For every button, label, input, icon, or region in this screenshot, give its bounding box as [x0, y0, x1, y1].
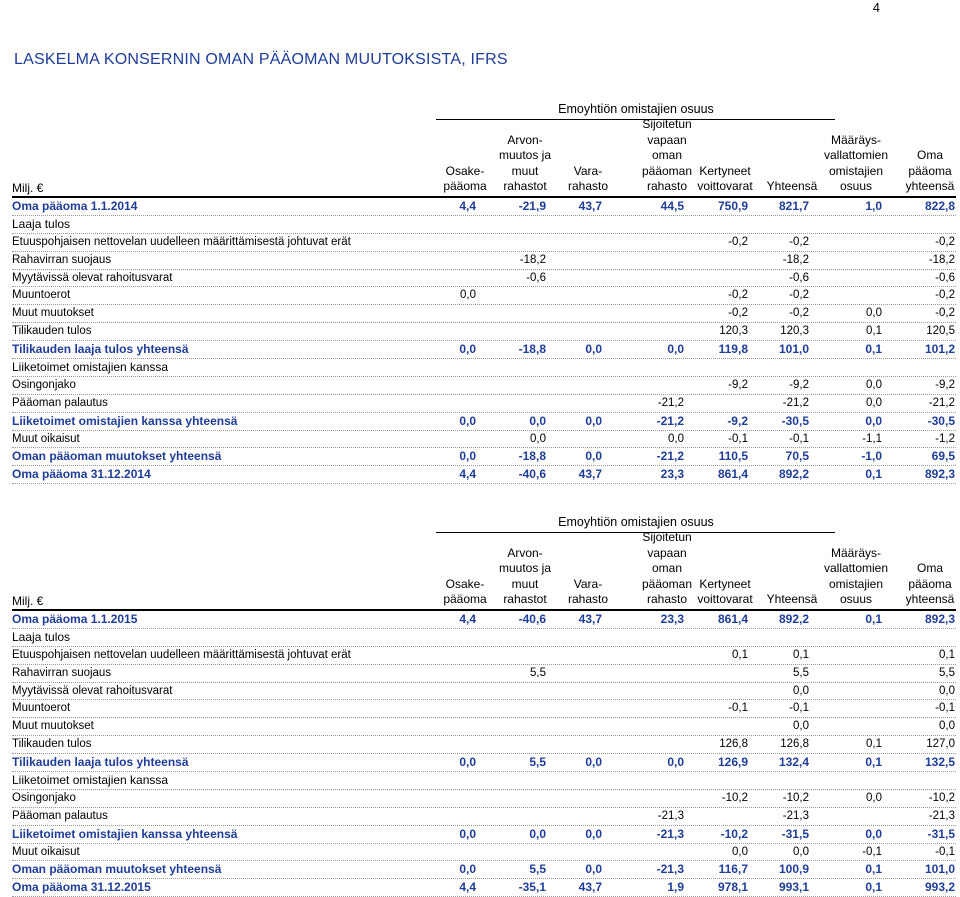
cell-value: -0,6 [935, 271, 955, 284]
column-header-line: Sijoitetun [642, 530, 692, 545]
cell-value: -9,2 [728, 378, 748, 391]
cell-value: -21,9 [518, 199, 546, 213]
column-header-line: Määräys- [830, 132, 881, 147]
cell-value: 0,0 [459, 342, 476, 357]
cell-value: 0,0 [529, 826, 546, 841]
unit-label: Milj. € [12, 181, 44, 195]
cell-value: 978,1 [717, 880, 748, 895]
cell-value: 0,0 [865, 413, 882, 428]
cell-value: 43,7 [578, 467, 602, 482]
table-row [12, 270, 956, 288]
table-row [12, 395, 956, 413]
table-row [12, 683, 956, 701]
column-header-line: rahasto [567, 592, 609, 607]
table-row [12, 252, 956, 270]
cell-value: -0,2 [789, 235, 809, 248]
cell-value: 127,0 [926, 738, 955, 751]
row-label: Oma pääoma 31.12.2015 [12, 880, 151, 895]
cell-value: 5,5 [529, 862, 546, 877]
cell-value: 0,0 [939, 684, 955, 697]
column-header-line: Yhteensä [766, 592, 818, 607]
cell-value: 0,1 [865, 755, 882, 770]
section-row [12, 216, 956, 234]
column-header-line: Vara- [573, 576, 603, 591]
cell-value: 120,5 [926, 325, 955, 338]
table-row [12, 305, 956, 323]
cell-value: -30,5 [927, 413, 955, 428]
table-row [12, 287, 956, 305]
column-header-line: Yhteensä [766, 179, 818, 194]
table-row [12, 665, 956, 683]
cell-value: -21,3 [782, 809, 809, 822]
cell-value: 5,5 [793, 666, 809, 679]
cell-value: -21,2 [928, 396, 955, 409]
column-header-line: muut [511, 163, 539, 178]
table-row [12, 844, 956, 862]
total-row [12, 198, 956, 216]
cell-value: -21,2 [782, 396, 809, 409]
cell-value: -40,6 [518, 612, 546, 626]
cell-value: -18,2 [782, 253, 809, 266]
cell-value: -9,2 [935, 378, 955, 391]
total-row [12, 413, 956, 431]
cell-value: -21,3 [657, 809, 684, 822]
cell-value: 861,4 [717, 467, 748, 482]
cell-value: 892,3 [924, 612, 955, 626]
cell-value: 0,0 [667, 755, 684, 770]
cell-value: -9,2 [727, 413, 748, 428]
column-header-line: Kertyneet [699, 163, 751, 178]
cell-value: 0,0 [865, 826, 882, 841]
cell-value: -21,3 [656, 862, 684, 877]
column-header-line: Osake- [445, 576, 485, 591]
cell-value: -10,2 [721, 791, 748, 804]
total-row [12, 826, 956, 844]
cell-value: -21,2 [657, 396, 684, 409]
table-header [12, 102, 956, 196]
row-label: Etuuspohjaisen nettovelan uudelleen määrittämisestä johtuvat erät [12, 235, 351, 248]
cell-value: 0,0 [585, 826, 602, 841]
document-title: LASKELMA KONSERNIN OMAN PÄÄOMAN MUUTOKSISTA, IFRS [14, 51, 508, 68]
cell-value: -0,1 [728, 702, 748, 715]
total-row [12, 341, 956, 359]
cell-value: 101,0 [924, 862, 955, 877]
column-header-line: Sijoitetun [642, 117, 692, 132]
cell-value: -0,2 [728, 307, 748, 320]
cell-value: 0,0 [459, 826, 476, 841]
cell-value: 0,0 [585, 342, 602, 357]
column-header-line: rahastot [503, 592, 547, 607]
table-row [12, 323, 956, 341]
cell-value: 132,4 [778, 755, 809, 770]
cell-value: 0,0 [585, 755, 602, 770]
cell-value: -0,2 [935, 289, 955, 302]
column-header-line: pääoma [908, 576, 952, 591]
cell-value: 0,1 [866, 738, 882, 751]
cell-value: -0,2 [935, 235, 955, 248]
row-label: Pääoman palautus [12, 809, 108, 822]
column-header-line: oman [651, 148, 683, 163]
column-header-line: voittovarat [697, 179, 753, 194]
row-label: Oman pääoman muutokset yhteensä [12, 449, 222, 464]
cell-value: -21,2 [656, 413, 684, 428]
cell-value: 0,0 [866, 378, 882, 391]
cell-value: -18,8 [518, 449, 546, 464]
cell-value: -0,2 [728, 235, 748, 248]
cell-value: -21,3 [656, 826, 684, 841]
cell-value: 892,3 [924, 467, 955, 482]
cell-value: -18,2 [928, 253, 955, 266]
cell-value: -35,1 [518, 880, 546, 895]
column-header-line: Kertyneet [699, 576, 751, 591]
row-label: Tilikauden laaja tulos yhteensä [12, 755, 189, 770]
row-label: Tilikauden tulos [12, 325, 92, 338]
group-header: Emoyhtiön omistajien osuus [558, 515, 714, 529]
column-header-line: voittovarat [697, 592, 753, 607]
cell-value: 0,0 [732, 845, 748, 858]
cell-value: -1,2 [935, 432, 955, 445]
column-header-line: rahastot [503, 179, 547, 194]
row-label: Liiketoimet omistajien kanssa yhteensä [12, 413, 238, 428]
cell-value: 120,3 [719, 325, 748, 338]
cell-value: 101,2 [924, 342, 955, 357]
cell-value: -0,6 [789, 271, 809, 284]
column-header-line: vallattomien [823, 561, 889, 576]
row-label: Osingonjako [12, 791, 76, 804]
table-row [12, 431, 956, 449]
cell-value: 0,0 [939, 720, 955, 733]
cell-value: 822,8 [924, 199, 955, 213]
row-label: Oman pääoman muutokset yhteensä [12, 862, 222, 877]
cell-value: -10,2 [720, 826, 748, 841]
cell-value: -9,2 [789, 378, 809, 391]
table-row [12, 377, 956, 395]
row-label: Laaja tulos [12, 216, 71, 231]
cell-value: 0,0 [529, 413, 546, 428]
column-header-line: oman [651, 561, 683, 576]
column-header-line: omistajien [828, 163, 884, 178]
total-row [12, 754, 956, 772]
cell-value: 0,1 [732, 648, 748, 661]
cell-value: -0,6 [526, 271, 546, 284]
column-header-line: pääoman [641, 163, 693, 178]
column-header-line: Oma [916, 561, 943, 576]
cell-value: -18,8 [518, 342, 546, 357]
column-header-line: yhteensä [905, 592, 955, 607]
column-header-line: Määräys- [830, 545, 881, 560]
cell-value: 0,1 [865, 612, 882, 626]
column-header [870, 561, 960, 608]
cell-value: 110,5 [718, 449, 748, 464]
cell-value: 4,4 [459, 880, 476, 895]
column-header-line: muut [511, 576, 539, 591]
cell-value: 0,0 [585, 413, 602, 428]
column-header-line: rahasto [646, 179, 688, 194]
cell-value: -40,6 [518, 467, 546, 482]
column-header-line: osuus [839, 179, 873, 194]
cell-value: 132,5 [924, 755, 955, 770]
cell-value: 993,1 [778, 880, 809, 895]
cell-value: 0,1 [865, 880, 882, 895]
cell-value: 993,2 [924, 880, 955, 895]
column-header-line: osuus [839, 592, 873, 607]
cell-value: 126,8 [719, 738, 748, 751]
cell-value: 0,0 [866, 307, 882, 320]
row-label: Rahavirran suojaus [12, 253, 112, 266]
page-number: 4 [872, 0, 880, 15]
cell-value: 1,0 [865, 199, 882, 213]
cell-value: 4,4 [459, 199, 476, 213]
row-label: Muut muutokset [12, 307, 94, 320]
cell-value: 0,0 [530, 432, 546, 445]
row-label: Muut muutokset [12, 720, 94, 733]
cell-value: 0,0 [585, 862, 602, 877]
cell-value: 100,9 [778, 862, 809, 877]
cell-value: 0,0 [866, 791, 882, 804]
cell-value: 5,5 [939, 666, 955, 679]
equity-table-2014 [12, 102, 956, 484]
row-label: Liiketoimet omistajien kanssa [12, 360, 169, 375]
total-row [12, 466, 956, 484]
cell-value: 43,7 [578, 880, 602, 895]
row-label: Liiketoimet omistajien kanssa [12, 773, 169, 788]
cell-value: 70,5 [785, 449, 809, 464]
total-row [12, 448, 956, 466]
cell-value: 116,7 [718, 862, 748, 877]
cell-value: -0,1 [935, 702, 955, 715]
cell-value: 0,0 [459, 449, 476, 464]
section-row [12, 772, 956, 790]
cell-value: 0,1 [865, 467, 882, 482]
table-header [12, 515, 956, 609]
cell-value: -0,2 [728, 289, 748, 302]
cell-value: 0,1 [865, 342, 882, 357]
total-row [12, 611, 956, 629]
equity-table-2015 [12, 515, 956, 897]
cell-value: -31,5 [781, 826, 809, 841]
cell-value: 861,4 [717, 612, 748, 626]
cell-value: 0,1 [793, 648, 809, 661]
column-header-line: Vara- [573, 163, 603, 178]
cell-value: 0,0 [793, 684, 809, 697]
cell-value: 43,7 [578, 612, 602, 626]
cell-value: 69,5 [931, 449, 955, 464]
row-label: Rahavirran suojaus [12, 666, 112, 679]
cell-value: -21,3 [928, 809, 955, 822]
cell-value: -0,2 [789, 289, 809, 302]
cell-value: 0,1 [865, 862, 882, 877]
row-label: Myytävissä olevat rahoitusvarat [12, 684, 173, 697]
row-label: Muut oikaisut [12, 432, 80, 445]
row-label: Laaja tulos [12, 629, 71, 644]
cell-value: 0,0 [668, 432, 684, 445]
cell-value: -10,2 [928, 791, 955, 804]
row-label: Muut oikaisut [12, 845, 80, 858]
row-label: Osingonjako [12, 378, 76, 391]
column-header [870, 148, 960, 195]
column-header-line: Arvon- [507, 545, 543, 560]
cell-value: -0,1 [935, 845, 955, 858]
cell-value: -1,0 [861, 449, 882, 464]
cell-value: 0,0 [585, 449, 602, 464]
cell-value: 119,8 [718, 342, 748, 357]
cell-value: -0,1 [789, 432, 809, 445]
cell-value: 821,7 [778, 199, 809, 213]
cell-value: 4,4 [459, 612, 476, 626]
cell-value: 120,3 [780, 325, 809, 338]
table-row [12, 700, 956, 718]
cell-value: 750,9 [717, 199, 748, 213]
column-header-line: pääoma [908, 163, 952, 178]
row-label: Muuntoerot [12, 702, 71, 715]
cell-value: -31,5 [927, 826, 955, 841]
cell-value: 0,0 [459, 413, 476, 428]
cell-value: 0,0 [667, 342, 684, 357]
group-header: Emoyhtiön omistajien osuus [558, 102, 714, 116]
cell-value: -18,2 [519, 253, 546, 266]
column-header-line: vapaan [647, 132, 687, 147]
cell-value: 0,0 [459, 755, 476, 770]
cell-value: 0,0 [460, 289, 476, 302]
cell-value: 5,5 [530, 666, 546, 679]
column-header-line: Arvon- [507, 132, 543, 147]
table-row [12, 234, 956, 252]
unit-label: Milj. € [12, 594, 44, 608]
column-header-line: muutos ja [498, 148, 552, 163]
cell-value: 23,3 [660, 467, 684, 482]
table-row [12, 718, 956, 736]
cell-value: 44,5 [660, 199, 684, 213]
section-row [12, 359, 956, 377]
cell-value: 126,9 [717, 755, 748, 770]
cell-value: -0,2 [789, 307, 809, 320]
column-header-line: vapaan [647, 545, 687, 560]
cell-value: 0,1 [939, 648, 955, 661]
cell-value: -0,1 [862, 845, 882, 858]
row-label: Liiketoimet omistajien kanssa yhteensä [12, 826, 238, 841]
cell-value: 23,3 [660, 612, 684, 626]
cell-value: 126,8 [780, 738, 809, 751]
table-row [12, 808, 956, 826]
cell-value: 0,0 [459, 862, 476, 877]
row-label: Tilikauden laaja tulos yhteensä [12, 342, 189, 357]
cell-value: 892,2 [778, 467, 809, 482]
cell-value: -10,2 [782, 791, 809, 804]
table-row [12, 790, 956, 808]
row-label: Muuntoerot [12, 289, 71, 302]
row-label: Pääoman palautus [12, 396, 108, 409]
section-row [12, 629, 956, 647]
row-label: Tilikauden tulos [12, 738, 92, 751]
column-header-line: rahasto [567, 179, 609, 194]
column-header-line: Oma [916, 148, 943, 163]
cell-value: -0,1 [728, 432, 748, 445]
table-row [12, 647, 956, 665]
cell-value: 0,0 [866, 396, 882, 409]
cell-value: 892,2 [778, 612, 809, 626]
column-header-line: omistajien [828, 576, 884, 591]
cell-value: -21,2 [656, 449, 684, 464]
cell-value: 43,7 [578, 199, 602, 213]
row-label: Oma pääoma 1.1.2014 [12, 199, 138, 213]
cell-value: 1,9 [667, 880, 684, 895]
column-header-line: pääoman [641, 576, 693, 591]
cell-value: 0,0 [793, 845, 809, 858]
cell-value: 5,5 [529, 755, 546, 770]
table-row [12, 736, 956, 754]
cell-value: 4,4 [459, 467, 476, 482]
total-row [12, 861, 956, 879]
total-row [12, 879, 956, 897]
row-label: Etuuspohjaisen nettovelan uudelleen määrittämisestä johtuvat erät [12, 648, 351, 661]
cell-value: -0,1 [789, 702, 809, 715]
cell-value: -30,5 [781, 413, 809, 428]
column-header-line: rahasto [646, 592, 688, 607]
column-header-line: muutos ja [498, 561, 552, 576]
column-header-line: Osake- [445, 163, 485, 178]
row-label: Oma pääoma 1.1.2015 [12, 612, 138, 626]
cell-value: 0,1 [866, 325, 882, 338]
column-header-line: vallattomien [823, 148, 889, 163]
cell-value: 101,0 [778, 342, 809, 357]
column-header-line: pääoma [443, 179, 487, 194]
column-header-line: pääoma [443, 592, 487, 607]
column-header-line: yhteensä [905, 179, 955, 194]
cell-value: -0,2 [935, 307, 955, 320]
row-label: Oma pääoma 31.12.2014 [12, 467, 151, 482]
cell-value: 0,0 [793, 720, 809, 733]
row-label: Myytävissä olevat rahoitusvarat [12, 271, 173, 284]
cell-value: -1,1 [862, 432, 882, 445]
